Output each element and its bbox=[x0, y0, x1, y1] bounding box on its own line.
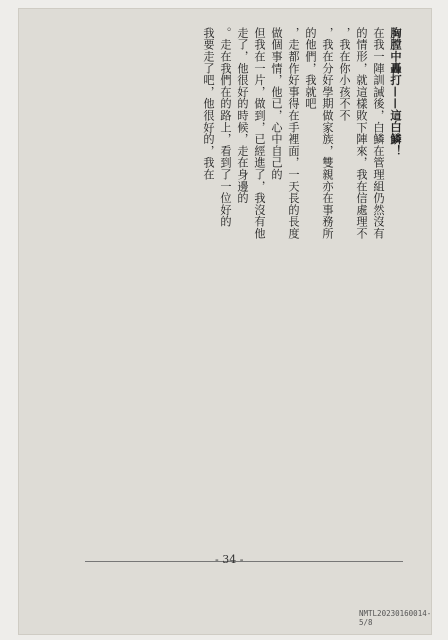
text-line: 的情形，就這樣敗下陣來，我在信處理不 bbox=[355, 27, 368, 240]
document-title: 胸膛中轟打——這白鱗！ bbox=[389, 27, 403, 157]
text-line: 在我一陣訓誡後，白鱗在管理組仍然沒有 bbox=[372, 27, 385, 240]
footer-rule bbox=[85, 561, 403, 562]
text-line: 。走在我們在的路上，看到了一位好的 bbox=[219, 27, 232, 228]
text-line: 做個事情，他已，心中自己的 bbox=[270, 27, 283, 181]
page-number: - 34 - bbox=[215, 553, 244, 566]
text-line: 走了，他很好的時候，走在身邊的 bbox=[236, 27, 249, 204]
catalog-id: NMTL20230160014-5/8 bbox=[359, 609, 432, 627]
text-line: 但我在一片，做到，已經進了，我沒有他 bbox=[253, 27, 266, 240]
document-sheet bbox=[18, 8, 432, 635]
text-line: ，我在分好學期做家族，雙親亦在事務所 bbox=[321, 27, 334, 240]
text-line: ，走都作好事得在手裡面，一天長的長度 bbox=[287, 27, 300, 240]
text-line: ，我在你小孩不不 bbox=[338, 27, 351, 122]
vertical-text-body bbox=[77, 27, 403, 567]
text-line: 的他們，我就吧 bbox=[304, 27, 317, 110]
text-line: 我要走了吧，他很好的，我在 bbox=[202, 27, 215, 181]
